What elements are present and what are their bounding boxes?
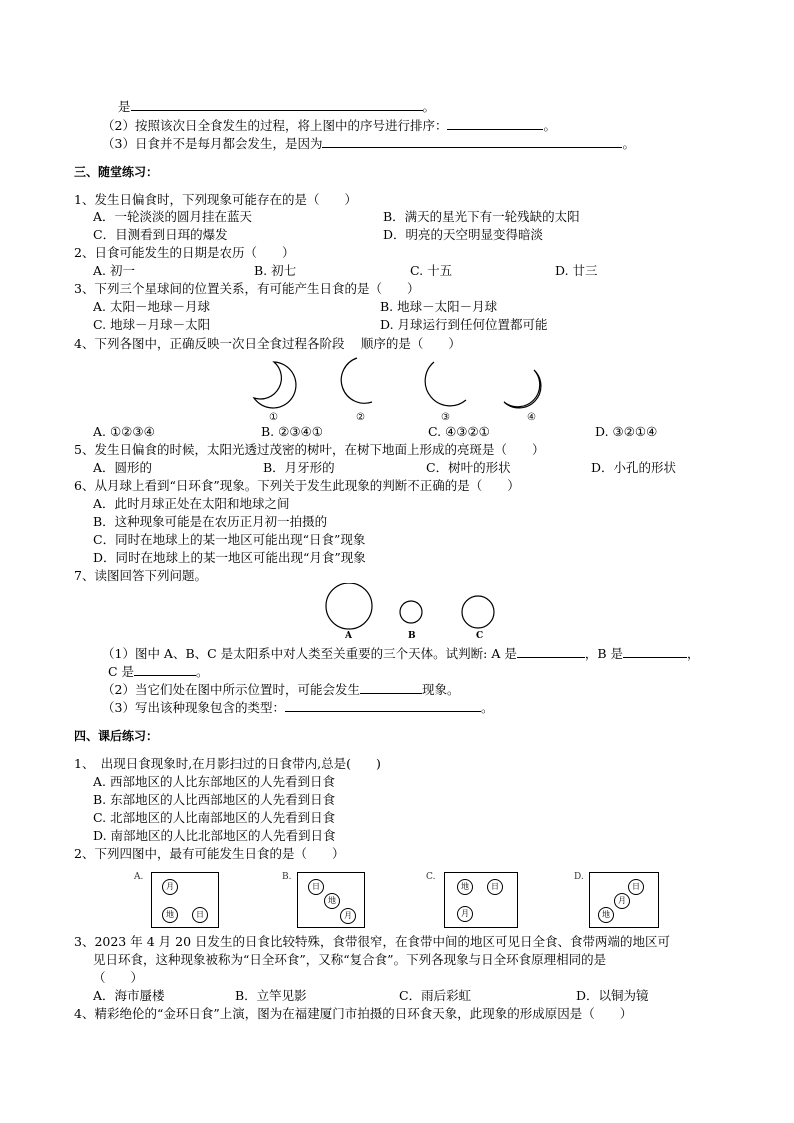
sun-circle: 日 [192,907,208,923]
answer-blank[interactable] [447,117,543,130]
q2-option-c[interactable]: C. 十五 [410,263,453,278]
hw-q1-stem: 1、 出现日食现象时,在月影扫过的日食带内,总是( ) [74,756,381,771]
moon-circle: 月 [340,908,356,924]
q7-sub1: （1）图中 A、B、C 是太阳系中对人类至关重要的三个天体。试判断: A 是 ，B 是 ， [102,646,700,661]
section3-title: 三、随堂练习： [74,165,159,179]
hw-q3-stem-2: 见日环食，这种现象被称为“日全环食”，又称“复合食”。下列各现象与日全环食原理相同的是 [93,952,607,967]
hw-q1-option-a[interactable]: A. 西部地区的人比东部地区的人先看到日食 [93,774,335,789]
box-label-d: D. [574,872,584,882]
q6-stem: 6、从月球上看到“日环食”现象。下列关于发生此现象的判断不正确的是（ ） [74,478,520,493]
q6-option-b[interactable]: B．这种现象可能是在农历正月初一拍摄的 [93,514,328,529]
q3-stem: 3、下列三个星球间的位置关系，有可能产生日食的是（ ） [74,281,420,296]
earth-circle: 地 [324,893,340,909]
sun-circle: 日 [487,879,503,895]
q3-option-c[interactable]: C. 地球－月球－太阳 [93,317,211,332]
q2-option-b[interactable]: B. 初七 [254,263,297,278]
q5-stem: 5、发生日偏食的时候，太阳光透过茂密的树叶，在树下地面上形成的亮斑是（ ） [74,442,545,457]
body-b-circle [400,601,422,623]
hw-q1-option-b[interactable]: B. 东部地区的人比西部地区的人先看到日食 [93,792,336,807]
phase-label-3: ③ [441,412,450,423]
q4-option-a[interactable]: A. ①②③④ [93,424,155,439]
q7-stem: 7、读图回答下列问题。 [74,568,207,583]
box-label-c: C. [426,872,436,882]
earth-circle: 地 [457,879,473,895]
q5-option-a[interactable]: A．圆形的 [93,460,153,475]
hw-q4-stem: 4、精彩绝伦的“金环日食”上演，图为在福建厦门市拍摄的日环食天象，此现象的形成原因是（ ） [74,1006,633,1021]
q4-stem: 4、下列各图中，正确反映一次日全食过程各阶段 顺序的是（ ） [74,336,461,351]
hw-q3-option-c[interactable]: C．雨后彩虹 [399,988,472,1003]
p2-line3: （3）日食并不是每月都会发生，是因为 。 [102,136,635,151]
q1-option-b[interactable]: B．满天的星光下有一轮残缺的太阳 [383,209,580,224]
sun-circle: 日 [628,879,644,895]
answer-blank[interactable] [360,681,422,694]
three-bodies-figure [320,583,504,635]
hw-q3-option-d[interactable]: D．以铜为镜 [576,988,649,1003]
moon-circle: 月 [457,906,473,922]
q4-option-b[interactable]: B. ②③④① [261,424,323,439]
q2-stem: 2、日食可能发生的日期是农历（ ） [74,245,295,260]
option-c-diagram[interactable] [444,872,518,928]
answer-blank[interactable] [134,663,196,676]
box-label-b: B. [282,872,292,882]
q5-option-b[interactable]: B．月牙形的 [263,460,335,475]
option-b-diagram[interactable] [297,872,365,928]
phase-4-shape [504,370,541,408]
q1-option-c[interactable]: C．目测看到日珥的爆发 [93,227,228,242]
phase-2-shape [341,358,372,403]
q7-sub3: （3）写出该种现象包含的类型： 。 [102,700,494,715]
answer-blank[interactable] [517,645,585,658]
option-a-diagram[interactable] [151,872,219,928]
q3-option-b[interactable]: B. 地球－太阳－月球 [380,299,498,314]
earth-circle: 地 [162,907,178,923]
q6-option-d[interactable]: D．同时在地球上的某一地区可能出现“月食”现象 [93,550,366,565]
p2-line1: 是 。 [118,99,436,114]
q1-stem: 1、发生日偏食时，下列现象可能存在的是（ ） [74,192,357,207]
sun-circle: 日 [308,879,324,895]
body-label-c: C [476,631,484,641]
answer-blank[interactable] [285,699,481,712]
q7-sub1-cont: C 是 。 [108,664,209,679]
box-label-a: A. [134,872,144,882]
q4-option-c[interactable]: C. ④③②① [428,424,490,439]
body-label-a: A [345,631,352,641]
q6-option-c[interactable]: C．同时在地球上的某一地区可能出现“日食”现象 [93,532,366,547]
hw-q3-stem-1: 3、2023 年 4 月 20 日发生的日食比较特殊，食带很窄，在食带中间的地区可见日全食、食带两端的地区可 [74,934,670,949]
earth-circle: 地 [598,907,614,923]
q6-option-a[interactable]: A．此时月球正处在太阳和地球之间 [93,496,290,511]
option-d-diagram[interactable] [589,872,659,928]
section4-title: 四、课后练习： [74,729,159,743]
moon-circle: 月 [162,879,178,895]
hw-q2-stem: 2、下列四图中，最有可能发生日食的是（ ） [74,846,345,861]
answer-blank[interactable] [623,645,687,658]
phase-label-4: ④ [527,412,536,423]
hw-q3-option-b[interactable]: B．立竿见影 [235,988,307,1003]
phase-1-shape [254,362,296,408]
body-c-circle [462,596,494,628]
phase-3-shape [425,362,466,406]
q7-sub2: （2）当它们处在图中所示位置时，可能会发生 现象。 [102,682,460,697]
hw-q3-stem-3: （ ） [93,970,144,985]
q3-option-d[interactable]: D. 月球运行到任何位置都可能 [380,317,548,332]
q4-option-d[interactable]: D. ③②①④ [595,424,658,439]
p2-line2: （2）按照该次日全食发生的过程，将上图中的序号进行排序： 。 [102,118,556,133]
hw-q1-option-d[interactable]: D. 南部地区的人比北部地区的人先看到日食 [93,828,336,843]
body-a-circle [326,583,372,629]
answer-blank[interactable] [322,135,622,148]
eclipse-phases-figure [244,352,554,426]
hw-q3-option-a[interactable]: A．海市蜃楼 [93,988,165,1003]
q5-option-c[interactable]: C．树叶的形状 [426,460,511,475]
q3-option-a[interactable]: A. 太阳－地球－月球 [93,299,210,314]
phase-label-2: ② [356,412,365,423]
q1-option-d[interactable]: D．明亮的天空明显变得暗淡 [383,227,544,242]
phase-label-1: ① [269,412,278,423]
hw-q1-option-c[interactable]: C. 北部地区的人比南部地区的人先看到日食 [93,810,336,825]
body-label-b: B [408,631,416,641]
q5-option-d[interactable]: D．小孔的形状 [591,460,677,475]
q2-option-d[interactable]: D. 廿三 [555,263,598,278]
q1-option-a[interactable]: A．一轮淡淡的圆月挂在蓝天 [93,209,253,224]
moon-circle: 月 [614,893,630,909]
q2-option-a[interactable]: A. 初一 [93,263,135,278]
answer-blank[interactable] [131,98,423,111]
